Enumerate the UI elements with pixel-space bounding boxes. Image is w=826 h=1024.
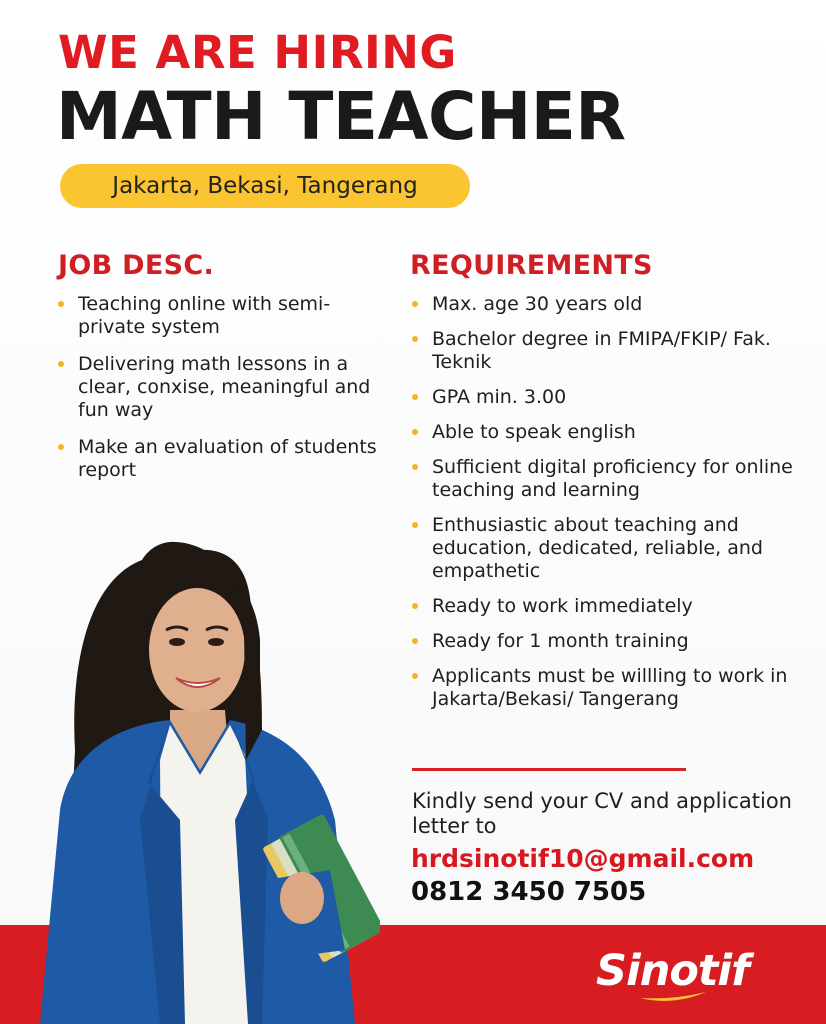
requirements-list (412, 293, 812, 723)
list-item (412, 514, 812, 583)
requirement-text: Bachelor degree in FMIPA/FKIP/ Fak. Teknik (432, 328, 771, 373)
requirement-text: Applicants must be willling to work in Jakarta/Bekasi/ Tangerang (432, 665, 788, 710)
requirement-text: Ready to work immediately (432, 595, 693, 617)
bullet-icon (412, 429, 418, 435)
bullet-icon (412, 394, 418, 400)
contact-email-link[interactable]: hrdsinotif10@gmail.com (411, 844, 755, 873)
list-item (58, 353, 388, 422)
requirements-heading: REQUIREMENTS (410, 250, 653, 281)
list-item (58, 293, 388, 339)
list-item (412, 595, 812, 618)
bullet-icon (412, 464, 418, 470)
bullet-icon (58, 301, 64, 307)
job-desc-text: Delivering math lessons in a clear, conxise, meaningful and fun way (78, 353, 371, 421)
requirement-text: Ready for 1 month training (432, 630, 689, 652)
bullet-icon (412, 603, 418, 609)
list-item (412, 630, 812, 653)
bullet-icon (412, 638, 418, 644)
list-item (412, 421, 812, 444)
bullet-icon (412, 301, 418, 307)
list-item (58, 436, 388, 482)
bullet-icon (412, 673, 418, 679)
contact-phone[interactable]: 0812 3450 7505 (411, 877, 647, 907)
bullet-icon (58, 361, 64, 367)
logo-swoosh-icon (638, 990, 708, 1004)
sinotif-logo (596, 946, 749, 996)
requirement-text: Able to speak english (432, 421, 636, 443)
job-desc-heading: JOB DESC. (58, 250, 215, 281)
bullet-icon (412, 522, 418, 528)
job-desc-text: Make an evaluation of students report (78, 436, 377, 481)
contact-instruction: Kindly send your CV and application letter to (412, 789, 792, 838)
list-item (412, 386, 812, 409)
location-badge: Jakarta, Bekasi, Tangerang (60, 164, 470, 208)
teacher-photo-illustration (30, 520, 380, 1024)
requirement-text: Enthusiastic about teaching and education, dedicated, reliable, and empathetic (432, 514, 763, 582)
requirement-text: GPA min. 3.00 (432, 386, 567, 408)
headline-we-are-hiring: WE ARE HIRING (58, 26, 457, 79)
list-item (412, 665, 812, 711)
requirement-text: Sufficient digital proficiency for online teaching and learning (432, 456, 793, 501)
job-desc-list (58, 293, 388, 496)
headline-job-title: MATH TEACHER (56, 78, 626, 155)
contact-divider (412, 768, 686, 771)
list-item (412, 293, 812, 316)
bullet-icon (58, 444, 64, 450)
job-desc-text: Teaching online with semi-private system (78, 293, 331, 338)
requirement-text: Max. age 30 years old (432, 293, 643, 315)
bullet-icon (412, 336, 418, 342)
list-item (412, 456, 812, 502)
list-item (412, 328, 812, 374)
brand-name: Sinotif (596, 946, 749, 996)
